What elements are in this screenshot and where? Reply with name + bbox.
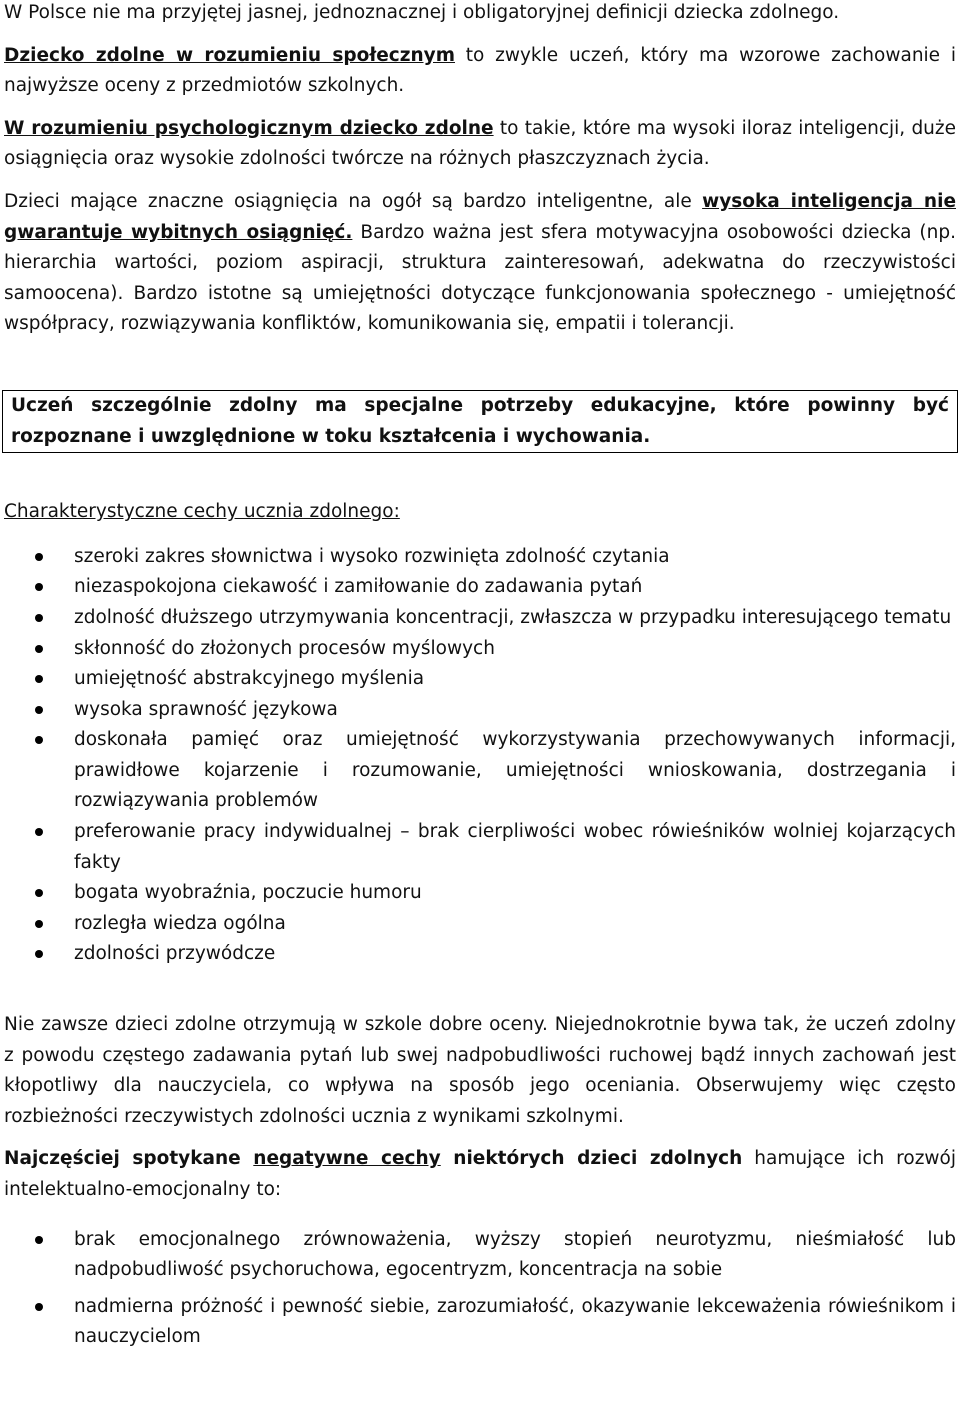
list-item: skłonność do złożonych procesów myślowych <box>4 634 956 665</box>
bullet-icon <box>35 675 43 683</box>
traits-list <box>4 542 956 970</box>
social-definition-text: to zwykle uczeń, który ma wzorowe zachowanie i najwyższe oceny z przedmiotów szkolnych. <box>4 44 956 97</box>
bullet-icon <box>35 736 43 744</box>
psychological-definition-paragraph <box>4 114 956 175</box>
bullet-icon <box>35 553 43 561</box>
negative-traits-rest: hamujące ich rozwój intelektualno-emocjonalny to: <box>4 1148 956 1200</box>
list-item: nadmierna próżność i pewność siebie, zarozumiałość, okazywanie lekceważenia rówieśnikom i nauczycielom <box>4 1292 956 1353</box>
achievement-paragraph <box>4 187 956 340</box>
bullet-icon <box>35 583 43 591</box>
bullet-icon <box>35 889 43 897</box>
psychological-definition-term: W rozumieniu psychologicznym dziecko zdolne <box>4 117 494 139</box>
list-item: zdolności przywódcze <box>4 939 956 970</box>
social-definition-paragraph <box>4 41 956 102</box>
bullet-icon <box>35 1236 43 1244</box>
grades-paragraph: Nie zawsze dzieci zdolne otrzymują w szkole dobre oceny. Niejednokrotnie bywa tak, że uczeń zdolny z powodu częstego zadawania pytań lub swej nadpobudliwości ruchowej bądź innych zachowań jest kłopotliwy dla nauczyciela, co wpływa na sposób jego oceniania. Obserwujemy więc często rozbieżności rzeczywistych zdolności ucznia z wynikami szkolnymi. <box>4 1014 956 1127</box>
achievement-emphasis: wysoka inteligencja nie gwarantuje wybitnych osiągnięć. <box>4 190 956 243</box>
bullet-icon <box>35 828 43 836</box>
bullet-icon <box>35 1303 43 1311</box>
negative-traits-intro <box>4 1144 956 1205</box>
achievement-text-2: Bardzo ważna jest sfera motywacyjna osobowości dziecka (np. hierarchia wartości, poziom aspiracji, struktura zainteresowań, adekwatna do rzeczywistości samoocena). Bardzo istotne są umiejętności dotyczące funkcjonowania społecznego - umiejętność współpracy, rozwiązywania konfliktów, komunikowania się, empatii i tolerancji. <box>4 221 957 335</box>
social-definition-term: Dziecko zdolne w rozumieniu społecznym <box>4 44 455 66</box>
achievement-text-1: Dzieci mające znaczne osiągnięcia na ogół są bardzo inteligentne, ale <box>4 190 703 212</box>
negative-traits-list <box>4 1225 956 1353</box>
list-item: preferowanie pracy indywidualnej – brak cierpliwości wobec rówieśników wolniej kojarzących fakty <box>4 817 956 878</box>
bullet-icon <box>35 950 43 958</box>
special-needs-text: Uczeń szczególnie zdolny ma specjalne potrzeby edukacyjne, które powinny być rozpoznane i uwzględnione w toku kształcenia i wychowania. <box>11 394 949 447</box>
list-item: doskonała pamięć oraz umiejętność wykorzystywania przechowywanych informacji, prawidłowe kojarzenie i rozumowanie, umiejętności wnioskowania, dostrzegania i rozwiązywania problemów <box>4 725 956 817</box>
list-item: bogata wyobraźnia, poczucie humoru <box>4 878 956 909</box>
list-item: wysoka sprawność językowa <box>4 695 956 726</box>
negative-traits-term: negatywne cechy <box>253 1148 441 1170</box>
bullet-icon <box>35 706 43 714</box>
list-item: brak emocjonalnego zrównoważenia, wyższy stopień neurotyzmu, nieśmiałość lub nadpobudliwość psychoruchowa, egocentryzm, koncentracja na sobie <box>4 1225 956 1286</box>
bullet-icon <box>35 920 43 928</box>
bullet-icon <box>35 614 43 622</box>
negative-traits-lead: Najczęściej spotykane <box>4 1148 254 1170</box>
list-item: szeroki zakres słownictwa i wysoko rozwinięta zdolność czytania <box>4 542 956 573</box>
bullet-icon <box>35 645 43 653</box>
list-item: umiejętność abstrakcyjnego myślenia <box>4 664 956 695</box>
intro-paragraph: W Polsce nie ma przyjętej jasnej, jednoznacznej i obligatoryjnej definicji dziecka zdolnego. <box>4 2 840 23</box>
psychological-definition-text: to takie, które ma wysoki iloraz inteligencji, duże osiągnięcia oraz wysokie zdolności twórcze na różnych płaszczyznach życia. <box>4 117 957 170</box>
traits-heading: Charakterystyczne cechy ucznia zdolnego: <box>4 501 400 523</box>
negative-traits-lead-2: niektórych dzieci zdolnych <box>440 1148 743 1170</box>
list-item: rozległa wiedza ogólna <box>4 909 956 940</box>
list-item: niezaspokojona ciekawość i zamiłowanie do zadawania pytań <box>4 572 956 603</box>
document-page <box>4 0 956 1353</box>
list-item: zdolność dłuższego utrzymywania koncentracji, zwłaszcza w przypadku interesującego tematu <box>4 603 956 634</box>
special-needs-box <box>2 390 958 453</box>
